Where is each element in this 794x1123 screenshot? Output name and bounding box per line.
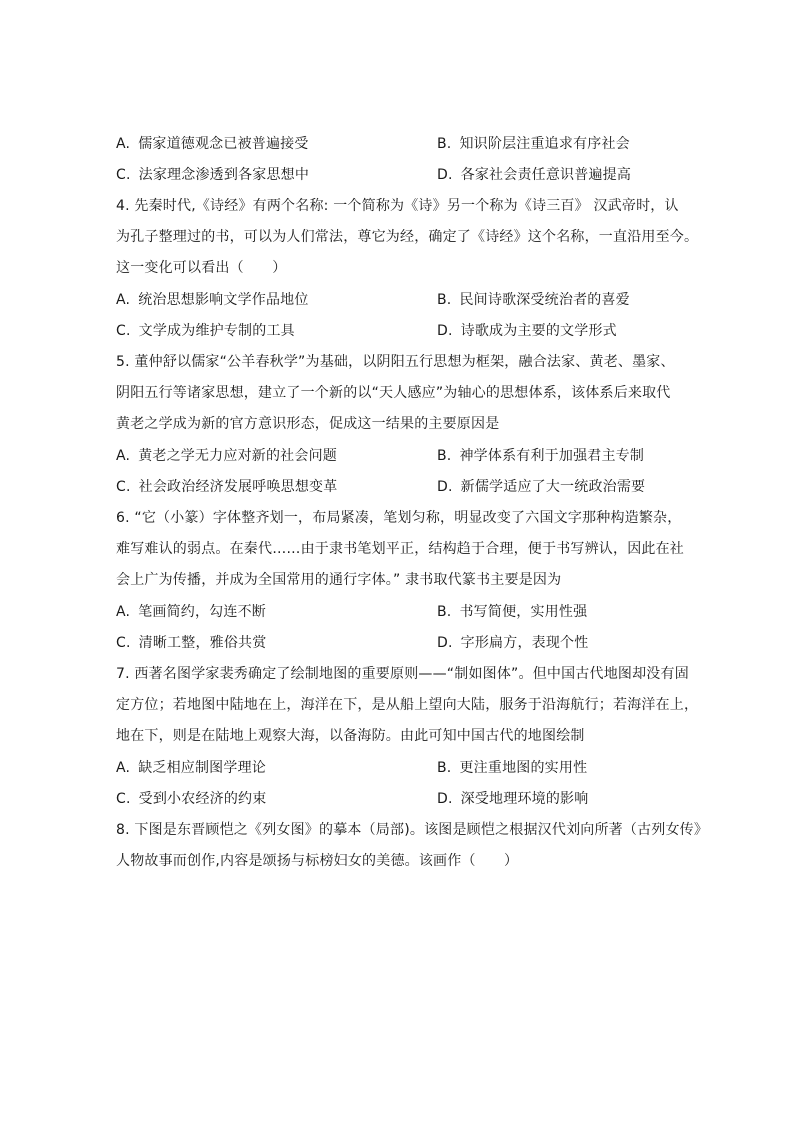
option-letter: D. — [437, 635, 453, 651]
option-text: 更注重地图的实用性 — [459, 760, 588, 776]
q7-option-c[interactable] — [116, 789, 266, 809]
option-letter: A. — [116, 292, 131, 308]
q4-option-d[interactable] — [437, 321, 617, 341]
option-text: 文学成为维护专制的工具 — [138, 323, 295, 339]
q7-option-d[interactable] — [437, 789, 588, 809]
option-letter: C. — [116, 167, 131, 183]
q6-option-a[interactable] — [116, 602, 266, 622]
option-text: 深受地理环境的影响 — [460, 791, 589, 807]
option-text: 缺乏相应制图学理论 — [138, 760, 266, 776]
option-text: 字形扁方，表现个性 — [460, 635, 589, 651]
q7-option-a[interactable] — [116, 758, 266, 778]
option-letter: B. — [437, 136, 452, 152]
q5-stem-line: 黄老之学成为新的官方意识形态，促成这一结果的主要原因是 — [116, 416, 500, 432]
q8-stem-line: 人物故事而创作,内容是颂扬与标榜妇女的美德。该画作（ ） — [116, 853, 519, 869]
q6-option-b[interactable] — [437, 602, 587, 622]
option-text: 笔画简约，勾连不断 — [138, 604, 266, 620]
q4-option-c[interactable] — [116, 321, 295, 341]
option-letter: D. — [437, 167, 453, 183]
option-text: 知识阶层注重追求有序社会 — [459, 136, 630, 152]
option-letter: C. — [116, 635, 131, 651]
q3-option-d[interactable] — [437, 165, 631, 185]
option-letter: A. — [116, 760, 131, 776]
option-letter: C. — [116, 323, 131, 339]
option-letter: D. — [437, 323, 453, 339]
option-text: 各家社会责任意识普遍提高 — [460, 167, 632, 183]
option-text: 儒家道德观念已被普遍接受 — [138, 136, 309, 152]
option-letter: D. — [437, 479, 453, 495]
q7-stem-line: 定方位；若地图中陆地在上，海洋在下，是从船上望向大陆，服务于沿海航行；若海洋在上， — [116, 697, 699, 713]
q5-option-b[interactable] — [437, 446, 644, 466]
option-text: 新儒学适应了大一统政治需要 — [460, 479, 646, 495]
q3-option-c[interactable] — [116, 165, 309, 185]
q4-option-a[interactable] — [116, 290, 309, 310]
q4-stem-line: 为孔子整理过的书，可以为人们常法，尊它为经，确定了《诗经》这个名称，一直沿用至今。 — [116, 229, 699, 245]
q5-option-a[interactable] — [116, 446, 337, 466]
q4-option-b[interactable] — [437, 290, 630, 310]
option-letter: B. — [437, 604, 452, 620]
q7-option-b[interactable] — [437, 758, 587, 778]
option-text: 清晰工整，雅俗共赏 — [138, 635, 267, 651]
option-text: 法家理念渗透到各家思想中 — [138, 167, 310, 183]
q7-stem-line: 7. 西著名图学家裴秀确定了绘制地图的重要原则——“制如图体”。但中国古代地图却没有固 — [116, 666, 689, 682]
q8-stem-line: 8. 下图是东晋顾恺之《列女图》的摹本（局部)。该图是顾恺之根据汉代刘向所著（古列女传》 — [116, 822, 709, 838]
option-letter: C. — [116, 791, 131, 807]
q5-option-c[interactable] — [116, 477, 337, 497]
q7-stem-line: 地在下，则是在陆地上观察大海，以备海防。由此可知中国古代的地图绘制 — [116, 728, 585, 744]
q5-stem-line: 阴阳五行等诸家思想，建立了一个新的以“天人感应”为轴心的思想体系，该体系后来取代 — [116, 385, 671, 401]
option-text: 受到小农经济的约束 — [138, 791, 267, 807]
option-letter: D. — [437, 791, 453, 807]
option-text: 黄老之学无力应对新的社会问题 — [138, 448, 337, 464]
q5-stem-line: 5. 董仲舒以儒家“公羊春秋学”为基础，以阴阳五行思想为框架，融合法家、黄老、墨家、 — [116, 354, 675, 370]
option-text: 诗歌成为主要的文学形式 — [460, 323, 617, 339]
option-letter: B. — [437, 292, 452, 308]
q6-stem-line: 会上广为传播，并成为全国常用的通行字体。” 隶书取代篆书主要是因为 — [116, 572, 562, 588]
q6-stem-line: 6. “它（小篆）字体整齐划一，布局紧凑，笔划匀称，明显改变了六国文字那种构造繁杂， — [116, 510, 682, 526]
option-letter: A. — [116, 604, 131, 620]
option-text: 神学体系有利于加强君主专制 — [459, 448, 645, 464]
option-text: 书写简便，实用性强 — [459, 604, 588, 620]
option-text: 民间诗歌深受统治者的喜爱 — [459, 292, 630, 308]
option-letter: A. — [116, 448, 131, 464]
option-letter: A. — [116, 136, 131, 152]
q4-stem-line: 这一变化可以看出（ ） — [116, 260, 287, 276]
q5-option-d[interactable] — [437, 477, 645, 497]
option-text: 统治思想影响文学作品地位 — [138, 292, 309, 308]
q6-option-c[interactable] — [116, 633, 266, 653]
q3-option-a[interactable] — [116, 134, 309, 154]
option-letter: C. — [116, 479, 131, 495]
q6-stem-line: 难写难认的弱点。在秦代……由于隶书笔划平正，结构趋于合理，便于书写辨认，因此在社 — [116, 541, 684, 557]
option-letter: B. — [437, 760, 452, 776]
option-text: 社会政治经济发展呼唤思想变革 — [138, 479, 338, 495]
option-letter: B. — [437, 448, 452, 464]
q6-option-d[interactable] — [437, 633, 588, 653]
q3-option-b[interactable] — [437, 134, 630, 154]
q4-stem-line: 4. 先秦时代,《诗经》有两个名称: 一个简称为《诗》另一个称为《诗三百》 汉武帝时，认 — [116, 198, 679, 214]
